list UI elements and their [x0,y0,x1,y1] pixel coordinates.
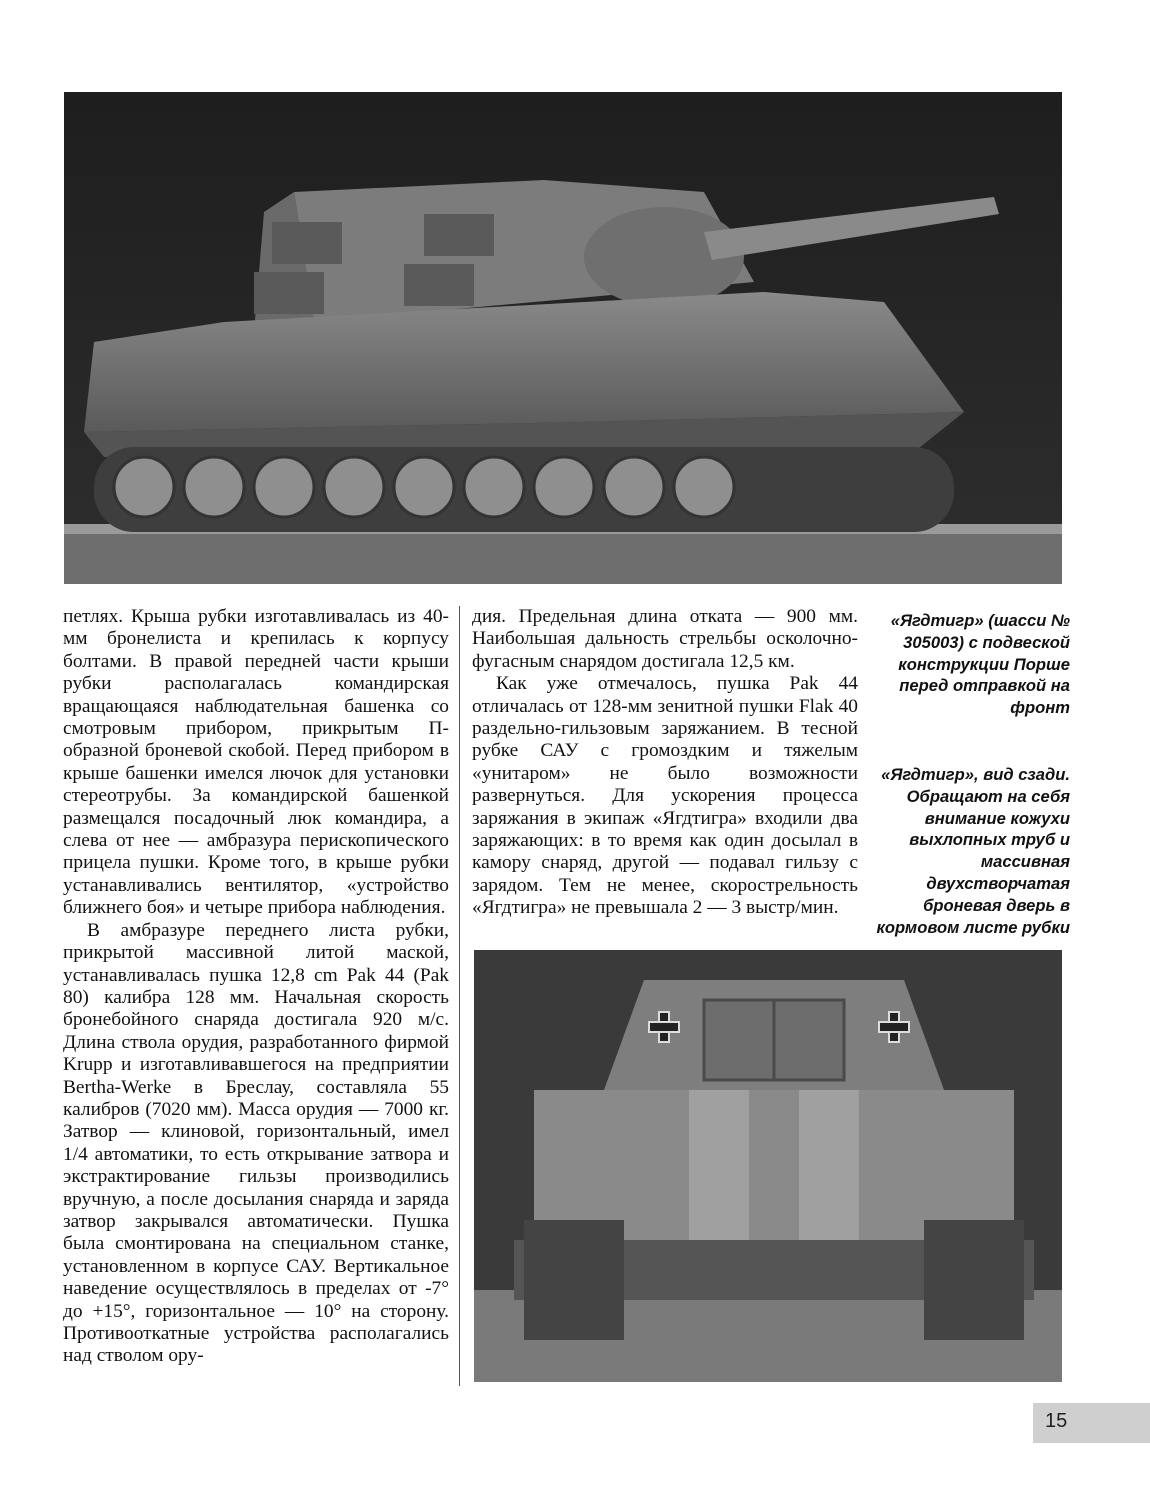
text-column-left [63,606,449,1368]
photo-jagdtiger-side [64,92,1062,584]
tank-destroyer-side-view-photo [64,92,1062,584]
paragraph: петлях. Крыша рубки изготавливалась из 40-мм бронелиста и крепилась к корпусу болтами. В правой передней части крыши рубки располагалась командирская вращающаяся наблюдательная башенка со смотровым прибором, прикрытым П-образной броневой скобой. Перед прибором в крыше башенки имелся лючок для установки стереотрубы. За командирской башенкой размещался посадочный люк командира, а слева от нее — амбразура перископического прицела пушки. Кроме того, в крыше рубки устанавливались вентилятор, «устройство ближнего боя» и четыре прибора наблюдения. [63,606,449,919]
column-divider [459,606,460,1386]
text-column-middle [472,606,858,920]
paragraph: дия. Предельная длина отката — 900 мм. Наибольшая дальность стрельбы осколочно-фугасным снарядом достигала 12,5 км. [472,606,858,672]
paragraph: В амбразуре переднего листа рубки, прикрытой массивной литой маской, устанавливалась пушка 12,8 cm Pak 44 (Pak 80) калибра 128 мм. Начальная скорость бронебойного снаряда достигала 920 м/с. Длина ствола орудия, разработанного фирмой Krupp и изготавливавшегося на предприятии Bertha-Werke в Бреслау, составляла 55 калибров (7020 мм). Масса орудия — 7000 кг. Затвор — клиновой, горизонтальный, имел 1/4 автоматики, то есть открывание затвора и экстрактирование гильзы производились вручную, а после досылания снаряда и заряда затвор закрывался автоматически. Пушка была смонтирована на специальном станке, установленном в корпусе САУ. Вертикальное наведение осуществлялось в пределах от -7° до +15°, горизонтальное — 10° на сторону. Противооткатные устройства располагались над стволом ору- [63,919,449,1367]
page-number: 15 [1045,1410,1068,1432]
photo-caption-top: «Ягдтигр» (шасси № 305003) с подвеской конструкции Порше перед отправкой на фронт [890,611,1070,718]
photo-caption-bottom: «Ягдтигр», вид сзади. Обращают на себя внимание кожухи выхлопных труб и массивная двухстворчатая броневая дверь в кормовом листе рубки [876,765,1070,937]
photo-jagdtiger-rear [474,950,1062,1382]
paragraph: Как уже отмечалось, пушка Pak 44 отличалась от 128-мм зенитной пушки Flak 40 раздельно-гильзовым заряжанием. В тесной рубке САУ с громоздким и тяжелым «унитаром» не было возможности развернуться. Для ускорения процесса заряжания в экипаж «Ягдтигра» входили два заряжающих: в то время как один досылал в камору снаряд, другой — подавал гильзу с зарядом. Тем не менее, скорострельность «Ягдтигра» не превышала 2 — 3 выстр/мин. [472,673,858,919]
tank-destroyer-rear-view-photo [474,950,1062,1382]
page-number-box [1033,1403,1150,1443]
